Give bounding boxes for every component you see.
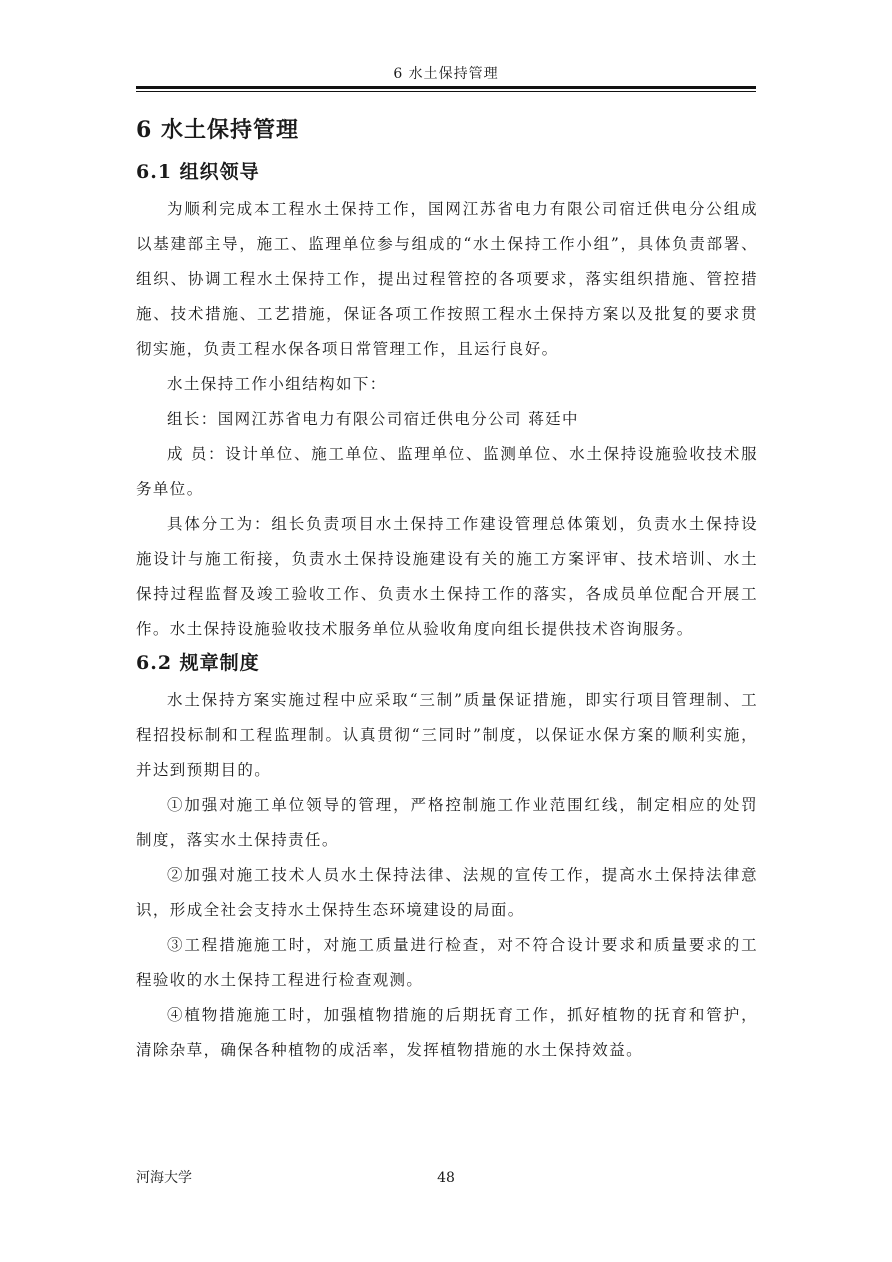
header-rule-thick [136, 86, 756, 89]
paragraph: 水土保持工作小组结构如下： [167, 375, 387, 393]
paragraph: 具体分工为：组长负责项目水土保持工作建设管理总体策划，负责水土保持设施设计与施工衔接，负责水土保持设施建设有关的施工方案评审、技术培训、水土保持过程监督及竣工验收工作、负责水土保持工作的落实，各成员单位配合开展工作。水土保持设施验收技术服务单位从验收角度向组长提供技术咨询服务。 [136, 515, 758, 638]
list-item: ①加强对施工单位领导的管理，严格控制施工作业范围红线，制定相应的处罚制度，落实水土保持责任。 [136, 796, 758, 849]
paragraph: 为顺利完成本工程水土保持工作，国网江苏省电力有限公司宿迁供电分公组成以基建部主导，施工、监理单位参与组成的“水土保持工作小组”，具体负责部署、组织、协调工程水土保持工作，提出过程管控的各项要求，落实组织措施、管控措施、技术措施、工艺措施，保证各项工作按照工程水土保持方案以及批复的要求贯彻实施，负责工程水保各项日常管理工作，且运行良好。 [136, 200, 758, 358]
section-title-6-2: 6.2 规章制度 [136, 652, 260, 674]
header-rule-thin [136, 91, 756, 92]
paragraph: 水土保持方案实施过程中应采取“三制”质量保证措施，即实行项目管理制、工程招投标制和工程监理制。认真贯彻“三同时”制度，以保证水保方案的顺利实施，并达到预期目的。 [136, 691, 758, 779]
section-title-6-1: 6.1 组织领导 [136, 161, 260, 183]
paragraph: 成 员：设计单位、施工单位、监理单位、监测单位、水土保持设施验收技术服务单位。 [136, 445, 758, 498]
paragraph: 组长：国网江苏省电力有限公司宿迁供电分公司 蒋廷中 [167, 410, 579, 428]
page-number: 48 [437, 1170, 455, 1186]
list-item: ②加强对施工技术人员水土保持法律、法规的宣传工作，提高水土保持法律意识，形成全社会支持水土保持生态环境建设的局面。 [136, 866, 758, 919]
running-header: 6 水土保持管理 [393, 66, 499, 82]
list-item: ④植物措施施工时，加强植物措施的后期抚育工作，抓好植物的抚育和管护，清除杂草，确保各种植物的成活率，发挥植物措施的水土保持效益。 [136, 1006, 758, 1059]
page-content [136, 114, 758, 1068]
footer-institution: 河海大学 [136, 1170, 192, 1186]
chapter-title: 6 水土保持管理 [136, 117, 299, 143]
list-item: ③工程措施施工时，对施工质量进行检查，对不符合设计要求和质量要求的工程验收的水土保持工程进行检查观测。 [136, 936, 758, 989]
